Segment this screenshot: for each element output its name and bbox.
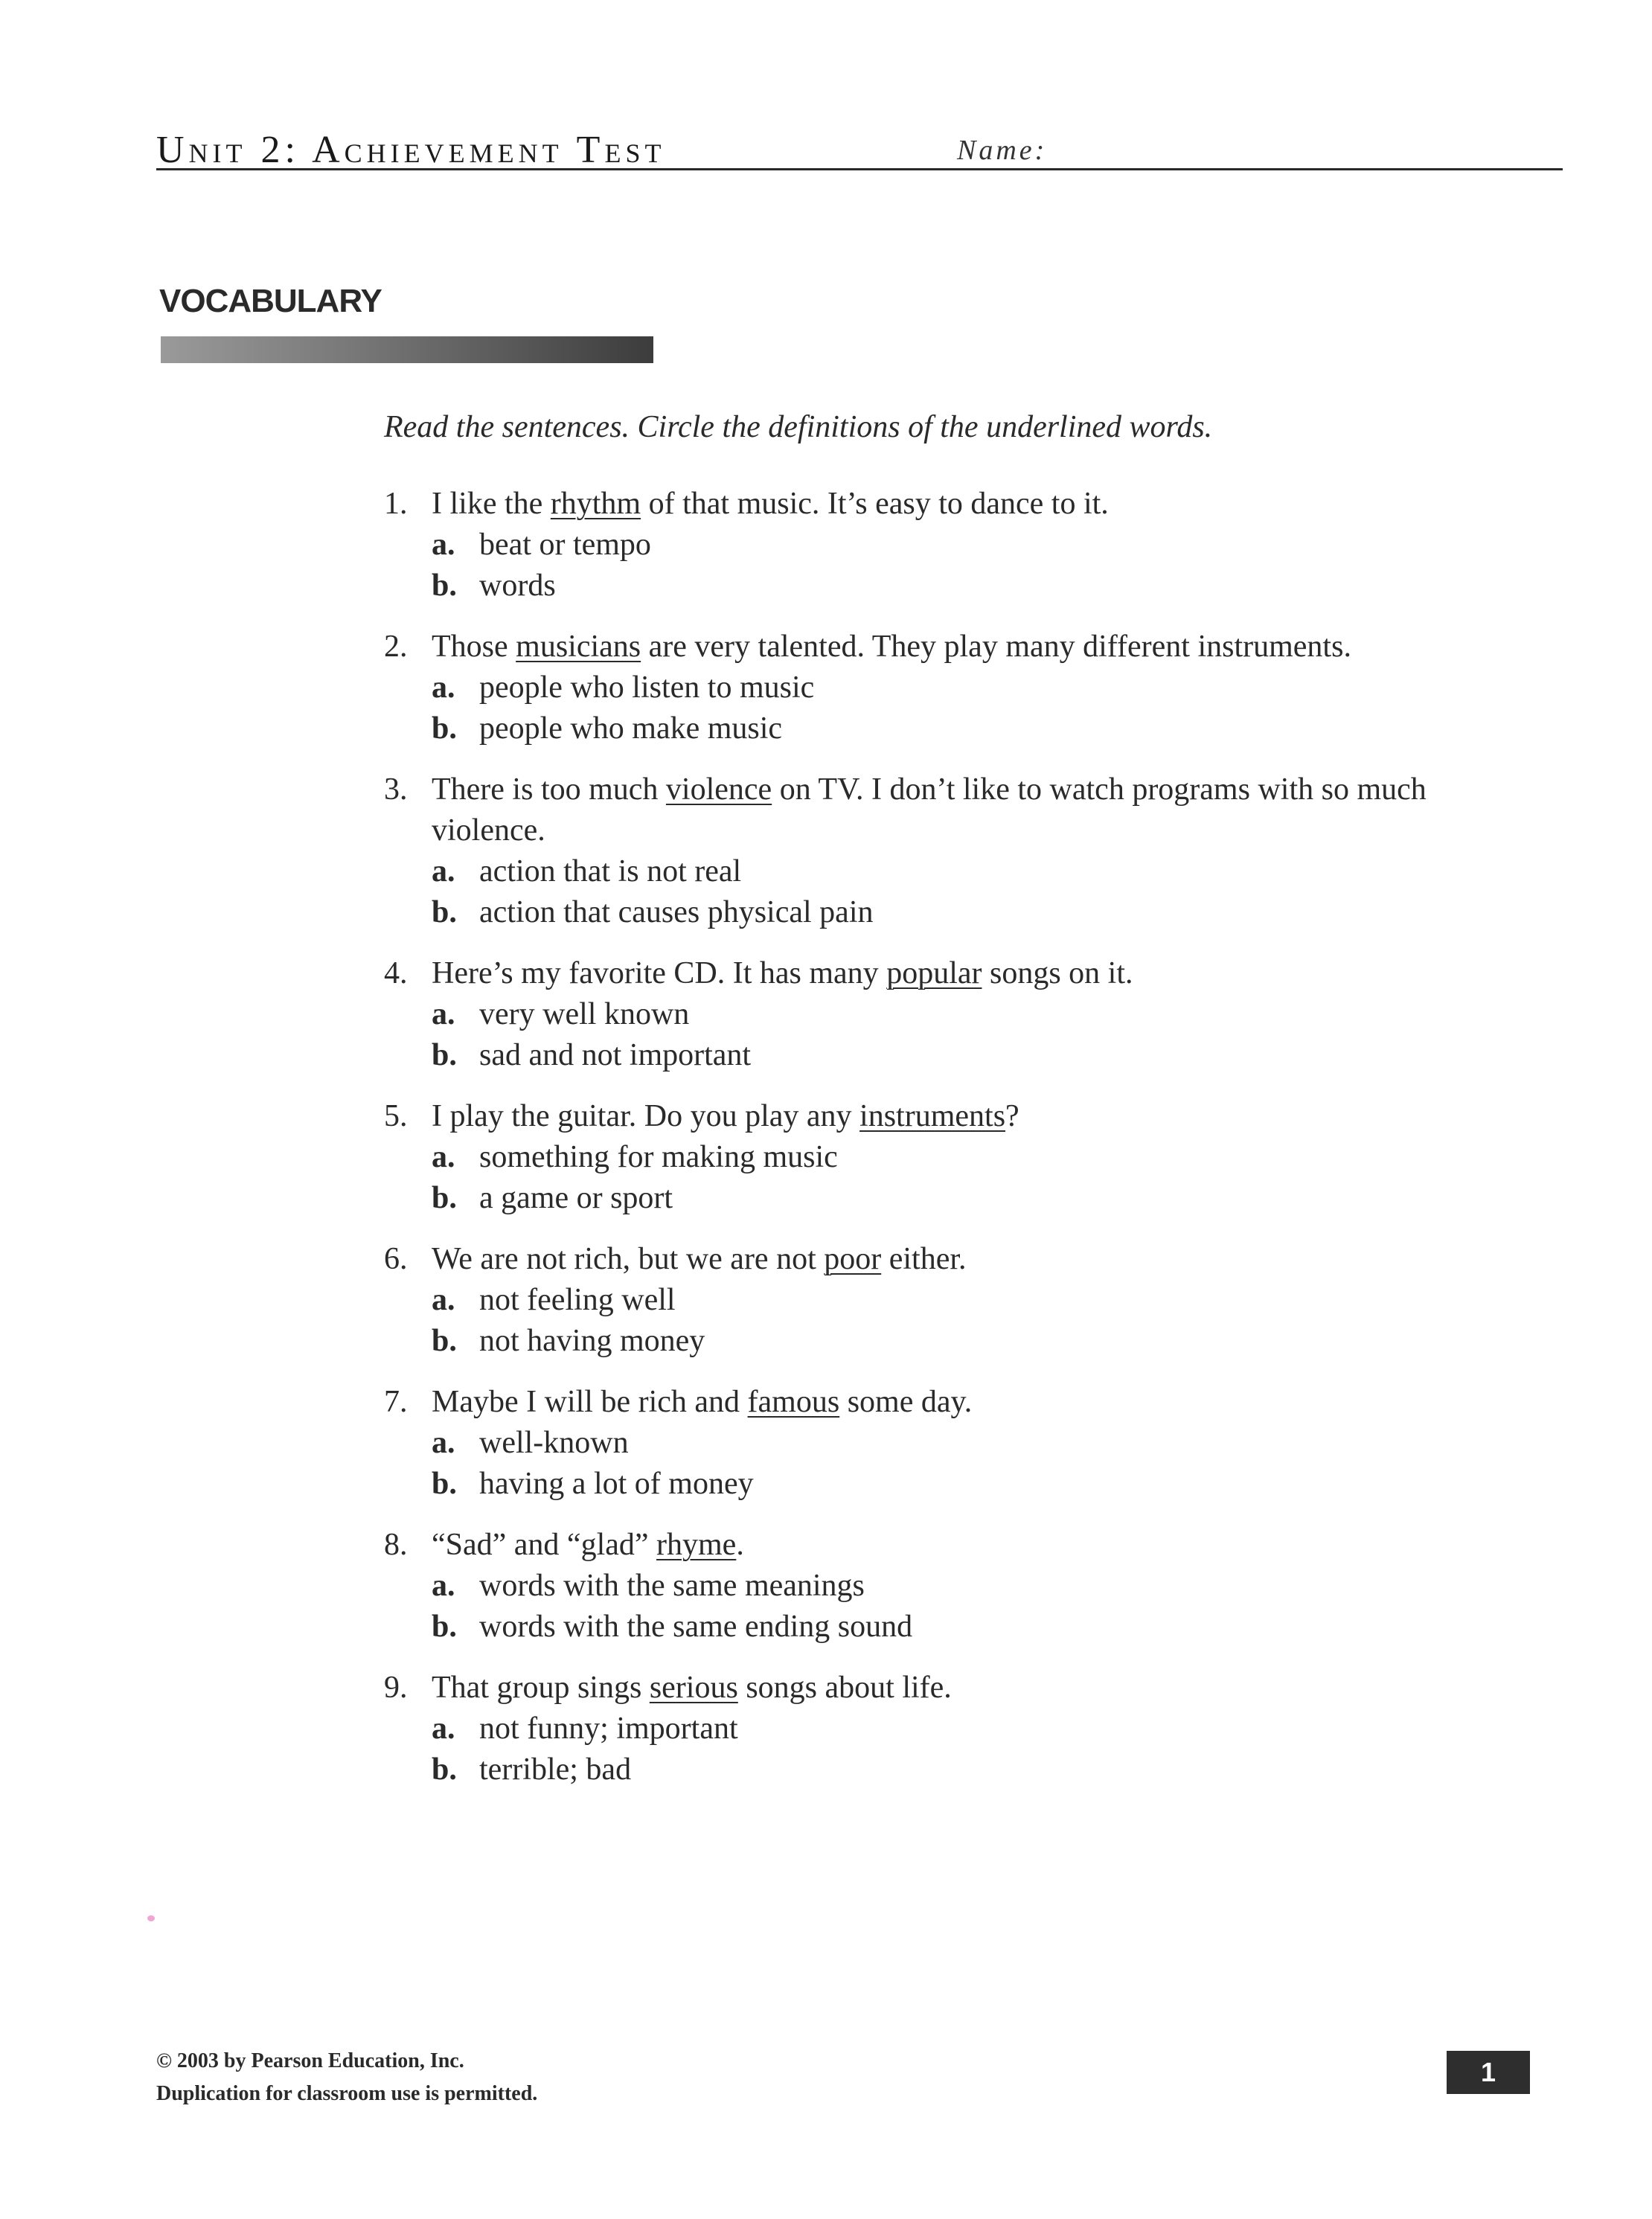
- option-a[interactable]: [432, 667, 1545, 708]
- question-stem: [432, 1525, 1545, 1566]
- stem-text: songs on it.: [982, 956, 1133, 990]
- option-letter: b.: [432, 1038, 457, 1072]
- question-stem: [432, 953, 1545, 994]
- option-text: words with the same meanings: [479, 1569, 865, 1603]
- question-number: 6.: [384, 1242, 408, 1276]
- question-8: [384, 1525, 1545, 1648]
- option-letter: b.: [432, 1324, 457, 1358]
- stem-text: That group sings: [432, 1671, 650, 1705]
- option-text: not feeling well: [479, 1283, 676, 1317]
- option-letter: b.: [432, 1467, 457, 1501]
- underlined-word: rhyme: [656, 1528, 737, 1562]
- option-text: a game or sport: [479, 1181, 673, 1215]
- question-stem: [432, 1096, 1545, 1137]
- option-a[interactable]: [432, 1709, 1545, 1749]
- section-title: VOCABULARY: [159, 283, 382, 319]
- option-a[interactable]: [432, 851, 1545, 892]
- option-text: not funny; important: [479, 1712, 738, 1746]
- question-5: [384, 1096, 1545, 1219]
- option-b[interactable]: [432, 1607, 1545, 1648]
- stem-text: Those: [432, 630, 516, 664]
- stem-text: I like the: [432, 487, 551, 521]
- stem-text: songs about life.: [737, 1671, 952, 1705]
- question-number: 8.: [384, 1528, 408, 1562]
- option-text: not having money: [479, 1324, 705, 1358]
- option-a[interactable]: [432, 1137, 1545, 1178]
- stem-text: ?: [1005, 1099, 1019, 1133]
- underlined-word: poor: [824, 1242, 882, 1276]
- option-b[interactable]: [432, 1749, 1545, 1790]
- question-number: 3.: [384, 772, 408, 807]
- option-a[interactable]: [432, 525, 1545, 566]
- option-text: something for making music: [479, 1140, 838, 1174]
- option-text: having a lot of money: [479, 1467, 754, 1501]
- option-text: sad and not important: [479, 1038, 752, 1072]
- question-2: [384, 627, 1545, 749]
- option-letter: a.: [432, 1569, 455, 1603]
- option-text: words with the same ending sound: [479, 1610, 913, 1644]
- option-text: action that is not real: [479, 854, 742, 888]
- option-letter: b.: [432, 1610, 457, 1644]
- stem-text: Here’s my favorite CD. It has many: [432, 956, 887, 990]
- name-label: Name:: [957, 135, 1048, 166]
- stem-text: We are not rich, but we are not: [432, 1242, 825, 1276]
- option-text: beat or tempo: [479, 528, 651, 562]
- question-7: [384, 1382, 1545, 1505]
- question-6: [384, 1239, 1545, 1362]
- stem-text: on TV. I don’t like to watch programs with so much violence.: [432, 772, 1427, 848]
- question-stem: [432, 1382, 1545, 1423]
- underlined-word: popular: [886, 956, 982, 990]
- option-b[interactable]: [432, 1464, 1545, 1505]
- option-a[interactable]: [432, 994, 1545, 1035]
- question-number: 7.: [384, 1385, 408, 1419]
- option-letter: a.: [432, 1140, 455, 1174]
- question-1: [384, 484, 1545, 606]
- question-4: [384, 953, 1545, 1076]
- option-letter: a.: [432, 997, 455, 1031]
- option-text: people who listen to music: [479, 670, 815, 705]
- stem-text: Maybe I will be rich and: [432, 1385, 748, 1419]
- option-b[interactable]: [432, 566, 1545, 606]
- stem-text: There is too much: [432, 772, 666, 807]
- option-a[interactable]: [432, 1280, 1545, 1321]
- footer: [156, 2045, 537, 2110]
- underlined-word: famous: [747, 1385, 840, 1419]
- option-letter: a.: [432, 1712, 455, 1746]
- option-b[interactable]: [432, 1321, 1545, 1362]
- option-letter: b.: [432, 895, 457, 929]
- option-b[interactable]: [432, 1178, 1545, 1219]
- section-bar: [161, 336, 653, 363]
- option-a[interactable]: [432, 1566, 1545, 1607]
- option-a[interactable]: [432, 1423, 1545, 1464]
- stem-text: of that music. It’s easy to dance to it.: [641, 487, 1109, 521]
- option-letter: a.: [432, 854, 455, 888]
- option-letter: a.: [432, 670, 455, 705]
- option-letter: a.: [432, 1283, 455, 1317]
- question-list: [384, 484, 1545, 1810]
- stem-text: are very talented. They play many different instruments.: [641, 630, 1351, 664]
- question-3: [384, 769, 1545, 933]
- option-text: well-known: [479, 1426, 629, 1460]
- option-b[interactable]: [432, 892, 1545, 933]
- option-letter: b.: [432, 1752, 457, 1787]
- option-text: action that causes physical pain: [479, 895, 874, 929]
- option-b[interactable]: [432, 1035, 1545, 1076]
- test-title: Unit 2: Achievement Test: [156, 129, 666, 171]
- option-letter: b.: [432, 1181, 457, 1215]
- stem-text: either.: [881, 1242, 967, 1276]
- option-letter: a.: [432, 528, 455, 562]
- question-stem: [432, 484, 1545, 525]
- question-number: 9.: [384, 1671, 408, 1705]
- question-stem: [432, 769, 1545, 851]
- question-stem: [432, 627, 1545, 667]
- question-number: 2.: [384, 630, 408, 664]
- question-number: 1.: [384, 487, 408, 521]
- underlined-word: rhythm: [550, 487, 641, 521]
- question-stem: [432, 1668, 1545, 1709]
- header-rule: [156, 168, 1563, 170]
- copyright-notice: © 2003 by Pearson Education, Inc.: [156, 2049, 464, 2072]
- stem-text: “Sad” and “glad”: [432, 1528, 657, 1562]
- question-9: [384, 1668, 1545, 1790]
- question-number: 4.: [384, 956, 408, 990]
- scan-speck: [147, 1915, 155, 1921]
- question-stem: [432, 1239, 1545, 1280]
- option-letter: b.: [432, 569, 457, 603]
- underlined-word: serious: [649, 1671, 738, 1705]
- option-letter: a.: [432, 1426, 455, 1460]
- option-text: terrible; bad: [479, 1752, 632, 1787]
- underlined-word: instruments: [859, 1099, 1006, 1133]
- option-text: very well known: [479, 997, 690, 1031]
- page-number-badge: 1: [1447, 2051, 1530, 2094]
- stem-text: .: [736, 1528, 744, 1562]
- instructions: Read the sentences. Circle the definitions of the underlined words.: [384, 410, 1213, 444]
- stem-text: I play the guitar. Do you play any: [432, 1099, 860, 1133]
- option-b[interactable]: [432, 708, 1545, 749]
- underlined-word: violence: [665, 772, 772, 807]
- option-text: people who make music: [479, 711, 783, 746]
- underlined-word: musicians: [516, 630, 641, 664]
- question-number: 5.: [384, 1099, 408, 1133]
- stem-text: some day.: [839, 1385, 973, 1419]
- permission-notice: Duplication for classroom use is permitted.: [156, 2082, 538, 2105]
- option-letter: b.: [432, 711, 457, 746]
- option-text: words: [479, 569, 556, 603]
